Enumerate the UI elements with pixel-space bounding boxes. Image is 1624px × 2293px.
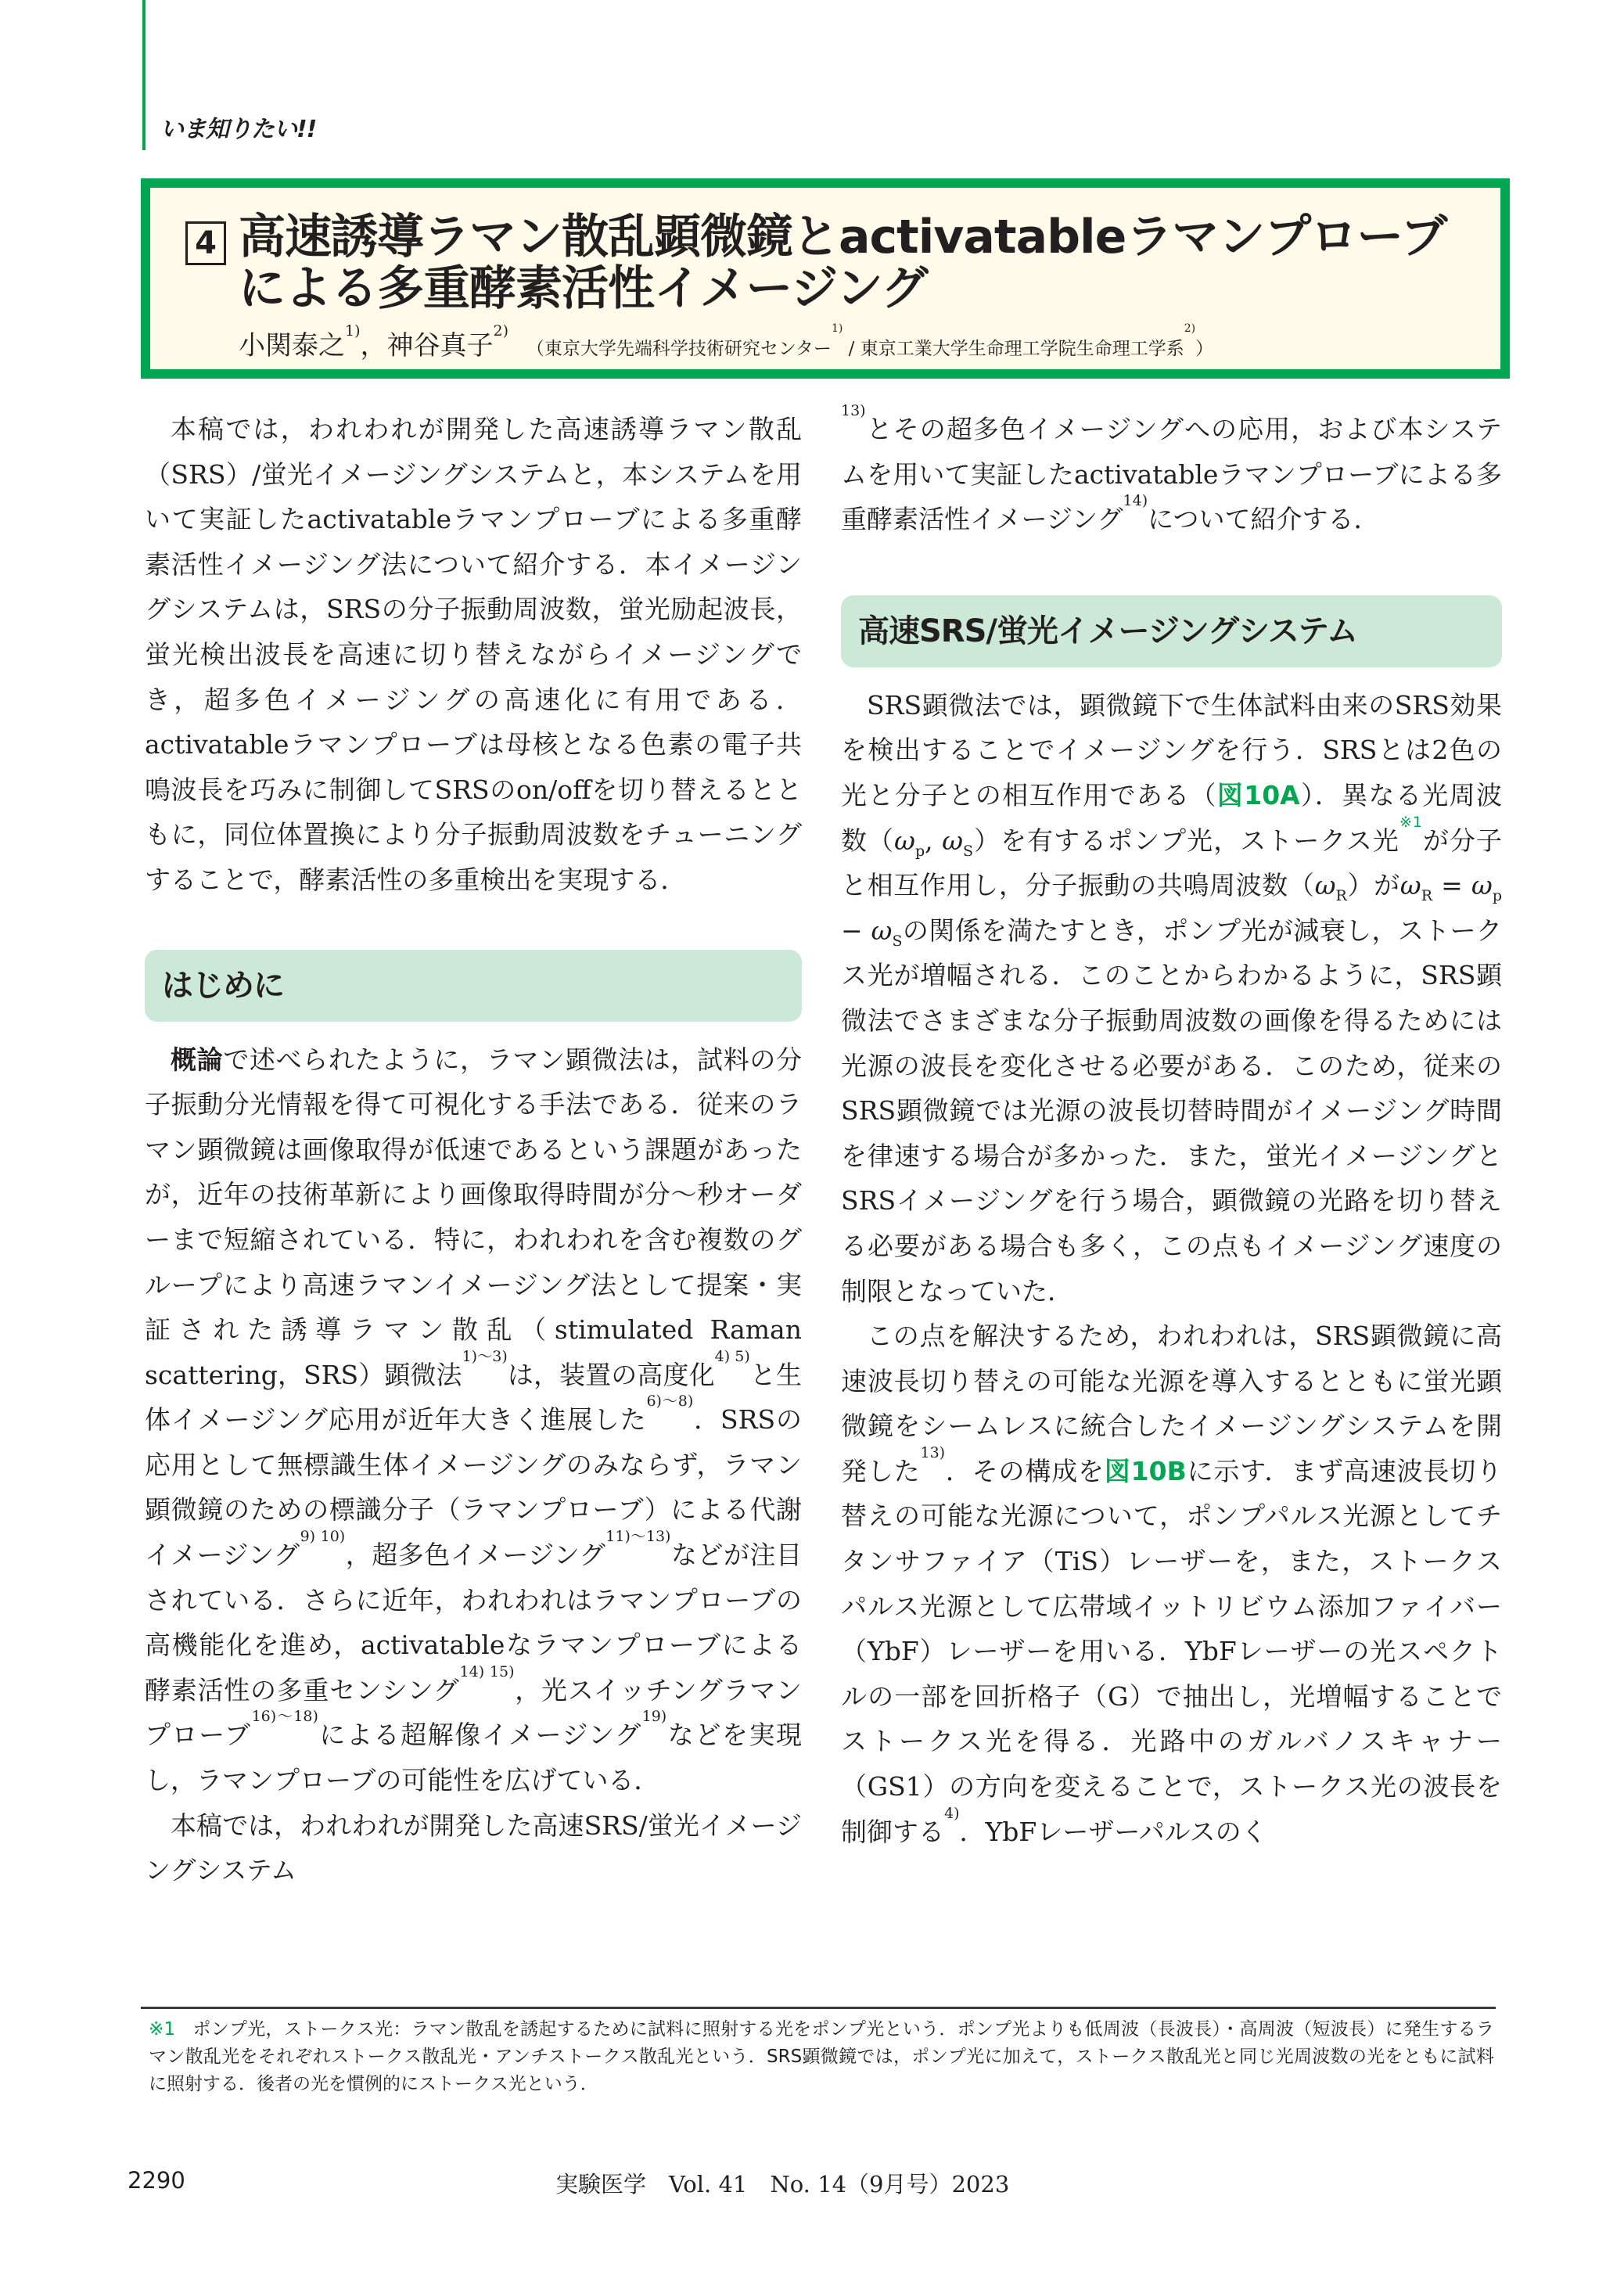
- text-run: ．その構成を: [945, 1455, 1105, 1486]
- omega-symbol: ω: [942, 825, 964, 856]
- citation[interactable]: 4): [944, 1804, 960, 1822]
- omega-symbol: ω: [894, 825, 915, 856]
- text-run: などが注目されている．さらに近年，われわれはラマンプローブの高機能化を進め，activatableなラマンプローブによる酵素活性の多重センシング: [145, 1540, 802, 1705]
- page-number: 2290: [128, 2167, 185, 2194]
- article-title: [239, 211, 1490, 314]
- affil-separator: /: [843, 339, 861, 359]
- citation[interactable]: 11)〜13): [605, 1528, 671, 1546]
- text-run: 本稿では，われわれが開発した高速SRS/蛍光イメージングシステム: [145, 1810, 802, 1886]
- citation[interactable]: 13): [920, 1443, 946, 1461]
- citation[interactable]: 9) 10): [300, 1528, 346, 1546]
- minus-sign: −: [841, 915, 871, 946]
- title-line-2: による多重酵素活性イメージング: [239, 261, 928, 316]
- citation[interactable]: 14) 15): [459, 1662, 515, 1680]
- journal-citation: 実験医学 Vol. 41 No. 14（9月号）2023: [555, 2171, 1010, 2198]
- abstract: 本稿では，われわれが開発した高速誘導ラマン散乱（SRS）/蛍光イメージングシステムと，本システムを用いて実証したactivatableラマンプローブによる多重酵素活性イメージング法について紹介する．本イメージングシステムは，SRSの分子振動周波数，蛍光励起波長，蛍光検出波長を高速に切り替えながらイメージングでき，超多色イメージングの高速化に有用である．activatableラマンプローブは母核となる色素の電子共鳴波長を巧みに制御してSRSのon/offを切り替えるとともに，同位体置換により分子振動周波数をチューニングすることで，酵素活性の多重検出を実現する．: [145, 414, 802, 895]
- subscript: S: [892, 932, 903, 950]
- right-column: [841, 402, 1503, 1854]
- text-run: ）が: [1346, 870, 1400, 901]
- paragraph-continued: [841, 402, 1502, 542]
- affiliations: [526, 322, 1214, 359]
- text-run: と生体イメージング応用が近年大きく進展した: [145, 1359, 803, 1436]
- paragraph: [145, 1037, 802, 1803]
- author-name: 小関泰之: [239, 330, 345, 361]
- footnote-text: ポンプ光，ストークス光：ラマン散乱を誘起するために試料に照射する光をポンプ光という．ポンプ光よりも低周波（長波長）・高周波（短波長）に発生するラマン散乱光をそれぞれストークス散乱光・アンチストークス散乱光という．SRS顕微鏡では，ポンプ光に加えて，ストークス散乱光と同じ光周波数の光をともに試料に照射する．後者の光を慣例的にストークス光という．: [149, 2019, 1494, 2094]
- text-run: について紹介する．: [1148, 504, 1380, 535]
- footnote-mark: ※1: [149, 2019, 176, 2040]
- citation[interactable]: 16)〜18): [251, 1708, 318, 1726]
- text-run: SRS顕微法では，顕微鏡下で生体試料由来のSRS効果を検出することでイメージングを行う．SRSとは2色の光と分子との相互作用である（: [841, 689, 1502, 810]
- citation[interactable]: 19): [641, 1708, 667, 1726]
- text-run: が分子と相互作用し，分子振動の共鳴周波数（: [841, 825, 1503, 901]
- title-line-1: 高速誘導ラマン散乱顕微鏡とactivatableラマンプローブ: [239, 210, 1447, 264]
- text-run: ．YbFレーザーパルスのく: [959, 1816, 1267, 1847]
- footnote-reference[interactable]: ※1: [1399, 813, 1422, 831]
- author-separator: ，: [360, 330, 387, 361]
- text-run: とその超多色イメージングへの応用，および本システムを用いて実証したactivatableラマンプローブによる多重酵素活性イメージング: [841, 414, 1502, 535]
- subscript: R: [1335, 887, 1347, 905]
- series-label: いま知りたい!!: [160, 116, 317, 143]
- subscript: p: [1492, 887, 1503, 905]
- author-affil-ref: 2): [493, 322, 509, 340]
- affil-paren: ）: [1195, 339, 1214, 359]
- text-run: による超解像イメージング: [318, 1720, 642, 1751]
- paragraph: [841, 683, 1502, 1314]
- text-run: ，超多色イメージング: [345, 1540, 606, 1571]
- text-run: ）を有するポンプ光，ストークス光: [973, 825, 1399, 856]
- margin-accent-line: [142, 0, 146, 150]
- affil-ref: 1): [831, 322, 843, 335]
- affil-ref: 2): [1184, 322, 1196, 335]
- affiliation: 東京工業大学生命理工学院生命理工学系: [860, 339, 1184, 359]
- omega-symbol: ω: [1471, 870, 1493, 901]
- citation[interactable]: 14): [1123, 492, 1148, 510]
- article-number: 4: [185, 221, 226, 265]
- footnote: [149, 2016, 1494, 2098]
- paragraph: [841, 1314, 1502, 1854]
- text-run: ）．異なる光周波数（: [841, 779, 1502, 856]
- text-run: ,: [925, 825, 943, 856]
- figure-reference-10b[interactable]: 図10B: [1104, 1455, 1187, 1486]
- text-run: ．SRSの応用として無標識生体イメージングのみならず，ラマン顕微鏡のための標識分子（ラマンプローブ）による代謝イメージング: [145, 1404, 803, 1571]
- text-run: で述べられたように，ラマン顕微法は，試料の分子振動分光情報を得て可視化する手法である．従来のラマン顕微鏡は画像取得が低速であるという課題があったが，近年の技術革新により画像取得時間が分〜秒オーダーまで短縮されている．特に，われわれを含む複数のグループにより高速ラマンイメージング法として提案・実証された誘導ラマン散乱（stimulated Raman scattering，SRS）顕微法: [145, 1044, 803, 1390]
- subscript: p: [914, 842, 925, 860]
- author-affil-ref: 1): [345, 322, 361, 340]
- left-column: [145, 407, 802, 1893]
- text-run: ，光スイッチングラマンプローブ: [145, 1674, 802, 1751]
- citation[interactable]: 1)〜3): [462, 1347, 508, 1365]
- omega-symbol: ω: [1399, 870, 1421, 901]
- text-run: この点を解決するため，われわれは，SRS顕微鏡に高速波長切り替えの可能な光源を導入するとともに蛍光顕微鏡をシームレスに統合したイメージングシステムを開発した: [841, 1321, 1502, 1486]
- affiliation: 東京大学先端科学技術研究センター: [544, 339, 832, 359]
- paragraph: [145, 1803, 802, 1893]
- equals-sign: =: [1432, 870, 1471, 901]
- article-title-box: [141, 178, 1510, 379]
- omega-symbol: ω: [1314, 870, 1336, 901]
- citation[interactable]: 4) 5): [714, 1347, 750, 1365]
- subscript: S: [963, 842, 974, 860]
- author-line: [239, 324, 1213, 362]
- text-run: に示す．まず高速波長切り替えの可能な光源について，ポンプパルス光源としてチタンサファイア（TiS）レーザーを，また，ストークスパルス光源として広帯域イットリビウム添加ファイバー（YbF）レーザーを用いる．YbFレーザーの光スペクトルの一部を回折格子（G）で抽出し，光増幅することでストークス光を得る．光路中のガルバノスキャナー（GS1）の方向を変えることで，ストークス光の波長を制御する: [841, 1455, 1503, 1847]
- subscript: R: [1421, 887, 1432, 905]
- section-heading-imaging-system: 高速SRS/蛍光イメージングシステム: [841, 595, 1502, 667]
- section-heading-introduction: はじめに: [145, 950, 802, 1022]
- author-name: 神谷真子: [386, 330, 494, 361]
- footnote-divider: [141, 2007, 1496, 2009]
- omega-symbol: ω: [871, 915, 893, 946]
- affil-paren: （: [526, 339, 544, 359]
- citation[interactable]: 6)〜8): [646, 1393, 694, 1411]
- figure-reference-10a[interactable]: 図10A: [1216, 779, 1300, 810]
- cross-reference-term[interactable]: 概論: [171, 1044, 224, 1075]
- text-run: は，装置の高度化: [507, 1359, 715, 1390]
- text-run: などを実現し，ラマンプローブの可能性を広げている．: [145, 1720, 802, 1796]
- text-run: の関係を満たすとき，ポンプ光が減衰し，ストークス光が増幅される．このことからわかるように，SRS顕微法でさまざまな分子振動周波数の画像を得るためには光源の波長を変化させる必要がある．このため，従来のSRS顕微鏡では光源の波長切替時間がイメージング時間を律速する場合が多かった．また，蛍光イメージングとSRSイメージングを行う場合，顕微鏡の光路を切り替える必要がある場合も多く，この点もイメージング速度の制限となっていた．: [841, 915, 1502, 1306]
- citation[interactable]: 13): [841, 402, 866, 419]
